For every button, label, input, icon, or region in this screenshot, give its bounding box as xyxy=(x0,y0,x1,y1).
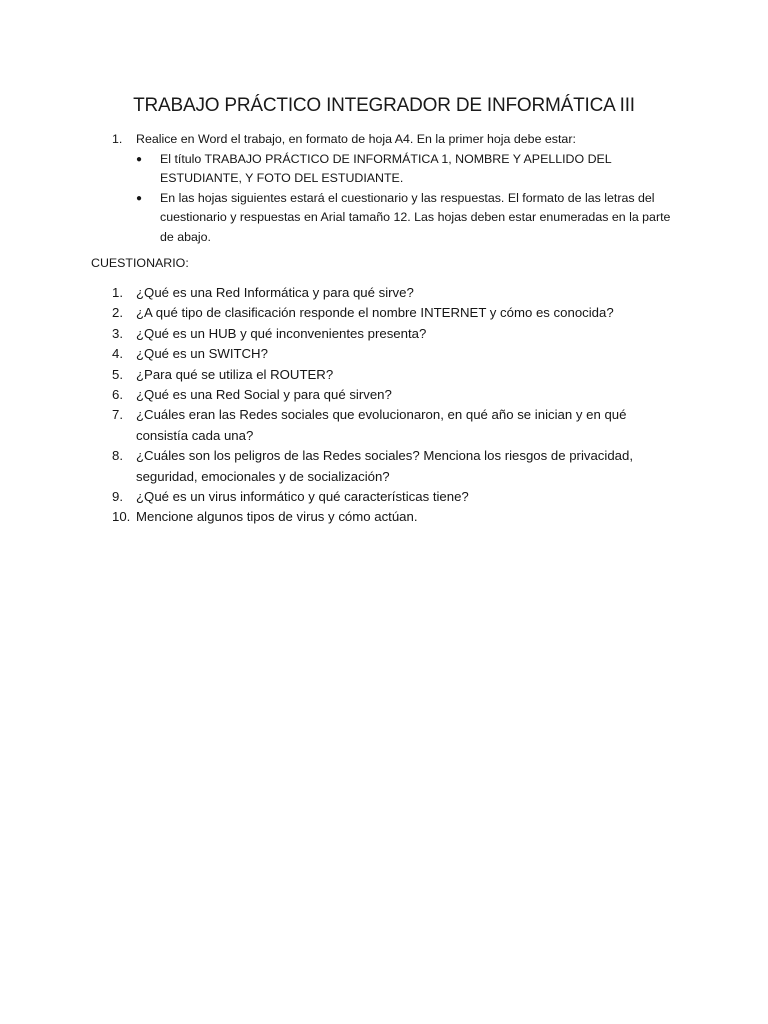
question-text: ¿Qué es un HUB y qué inconvenientes presenta? xyxy=(136,325,427,341)
instructions-list xyxy=(112,130,672,247)
question-number: 9. xyxy=(112,489,123,505)
question-number: 1. xyxy=(112,285,123,300)
bullet-item xyxy=(136,189,672,248)
question-text: ¿Cuáles eran las Redes sociales que evolucionaron, en qué año se inician y en qué consistía cada una? xyxy=(136,407,627,443)
question-text: ¿Qué es un SWITCH? xyxy=(136,346,268,362)
question-item xyxy=(112,324,652,344)
question-item xyxy=(112,507,652,527)
question-text: ¿Qué es una Red Informática y para qué sirve? xyxy=(136,285,414,300)
question-text: ¿A qué tipo de clasificación responde el nombre INTERNET y cómo es conocida? xyxy=(136,305,614,321)
document-title: TRABAJO PRÁCTICO INTEGRADOR DE INFORMÁTICA III xyxy=(133,95,635,116)
question-number: 2. xyxy=(112,305,123,321)
bullet-icon: ● xyxy=(136,153,143,165)
questionnaire-heading: CUESTIONARIO: xyxy=(91,256,189,270)
question-item xyxy=(112,283,652,303)
question-text: ¿Cuáles son los peligros de las Redes sociales? Menciona los riesgos de privacidad, seguridad, emocionales y de socialización? xyxy=(136,448,633,484)
question-item xyxy=(112,344,652,364)
bullet-text: El título TRABAJO PRÁCTICO DE INFORMÁTICA 1, NOMBRE Y APELLIDO DEL ESTUDIANTE, Y FOTO DEL ESTUDIANTE. xyxy=(160,151,612,185)
instruction-text: Realice en Word el trabajo, en formato de hoja A4. En la primer hoja debe estar: xyxy=(136,132,576,146)
question-number: 8. xyxy=(112,448,123,464)
bullet-text: En las hojas siguientes estará el cuestionario y las respuestas. El formato de las letras del cuestionario y respuestas en Arial tamaño 12. Las hojas deben estar enumeradas en la parte de abajo. xyxy=(160,190,671,244)
questions-list xyxy=(112,283,652,528)
question-text: ¿Para qué se utiliza el ROUTER? xyxy=(136,366,334,382)
question-number: 5. xyxy=(112,366,123,382)
bullet-item xyxy=(136,150,672,189)
question-item xyxy=(112,365,652,385)
question-item xyxy=(112,446,652,487)
question-item xyxy=(112,405,652,446)
question-number: 10. xyxy=(112,509,131,525)
instruction-item xyxy=(112,130,672,150)
instruction-number: 1. xyxy=(112,132,123,146)
question-number: 4. xyxy=(112,346,123,362)
question-number: 3. xyxy=(112,325,123,341)
question-item xyxy=(112,487,652,507)
question-item xyxy=(112,303,652,323)
bullet-icon: ● xyxy=(136,192,143,204)
question-number: 7. xyxy=(112,407,123,423)
question-text: ¿Qué es un virus informático y qué características tiene? xyxy=(136,489,469,505)
question-text: Mencione algunos tipos de virus y cómo actúan. xyxy=(136,509,418,525)
question-item xyxy=(112,385,652,405)
question-text: ¿Qué es una Red Social y para qué sirven? xyxy=(136,387,392,403)
question-number: 6. xyxy=(112,387,123,403)
instruction-bullets xyxy=(136,150,672,248)
